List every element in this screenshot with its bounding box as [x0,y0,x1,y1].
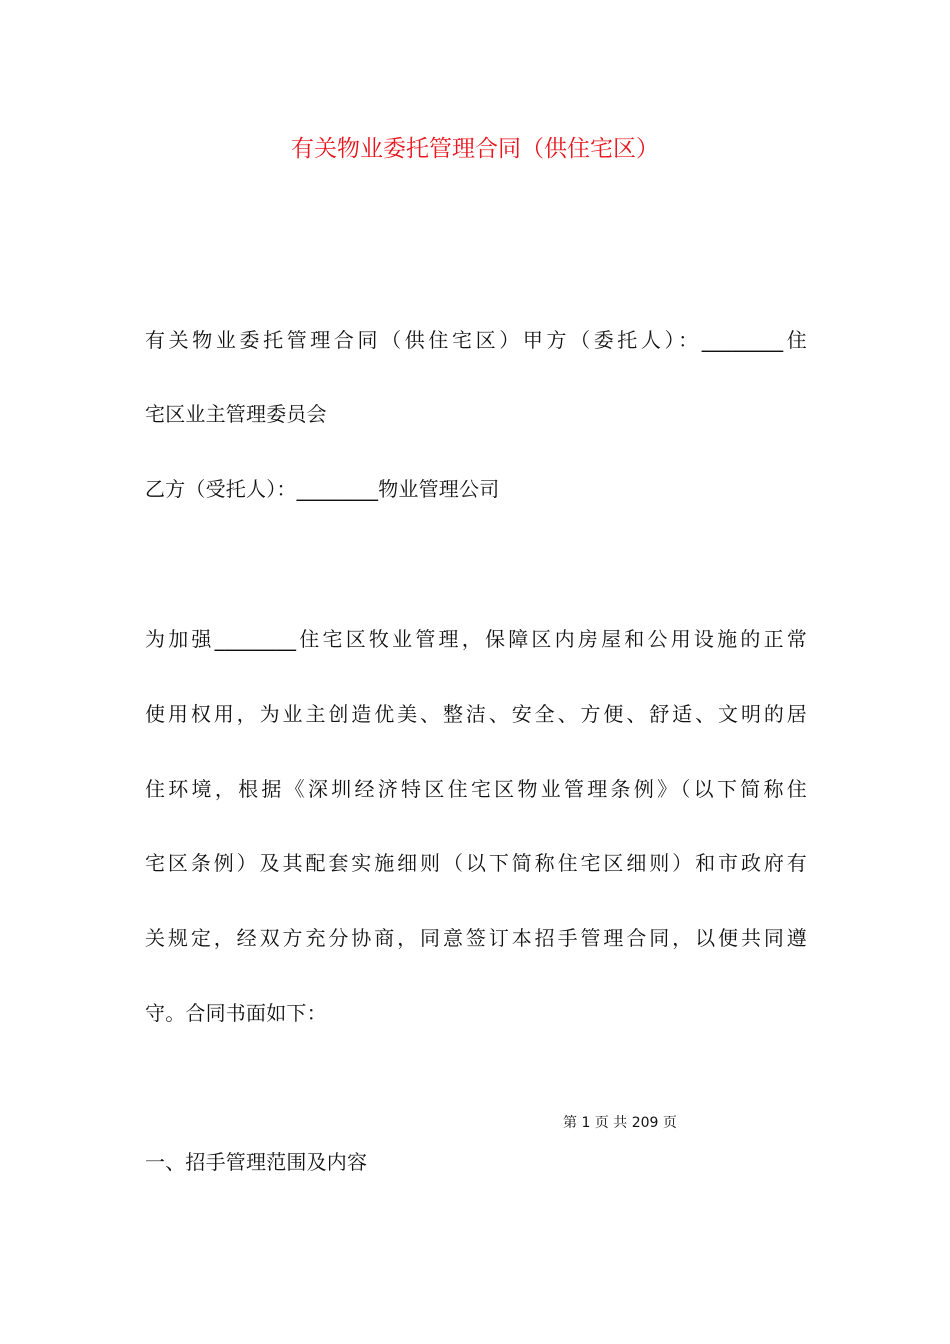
section-heading: 一、招手管理范围及内容 [145,1150,368,1174]
paragraph-line: 有关物业委托管理合同（供住宅区）甲方（委托人）：________住 [145,328,807,352]
page-number: 第 1 页 共 209 页 [563,1115,677,1131]
paragraph-line: 住环境，根据《深圳经济特区住宅区物业管理条例》（以下简称住 [145,777,807,801]
document-title: 有关物业委托管理合同（供住宅区） [291,136,659,162]
paragraph-line: 使用权用，为业主创造优美、整洁、安全、方便、舒适、文明的居 [145,702,807,726]
paragraph-line: 为加强________住宅区牧业管理，保障区内房屋和公用设施的正常 [145,627,807,651]
paragraph-line: 关规定，经双方充分协商，同意签订本招手管理合同，以便共同遵 [145,926,807,950]
paragraph-line: 宅区业主管理委员会 [145,402,327,426]
paragraph-line: 乙方（受托人）：________物业管理公司 [145,477,500,501]
paragraph-line: 守。合同书面如下： [145,1001,327,1025]
paragraph-line: 宅区条例）及其配套实施细则（以下简称住宅区细则）和市政府有 [145,851,807,875]
